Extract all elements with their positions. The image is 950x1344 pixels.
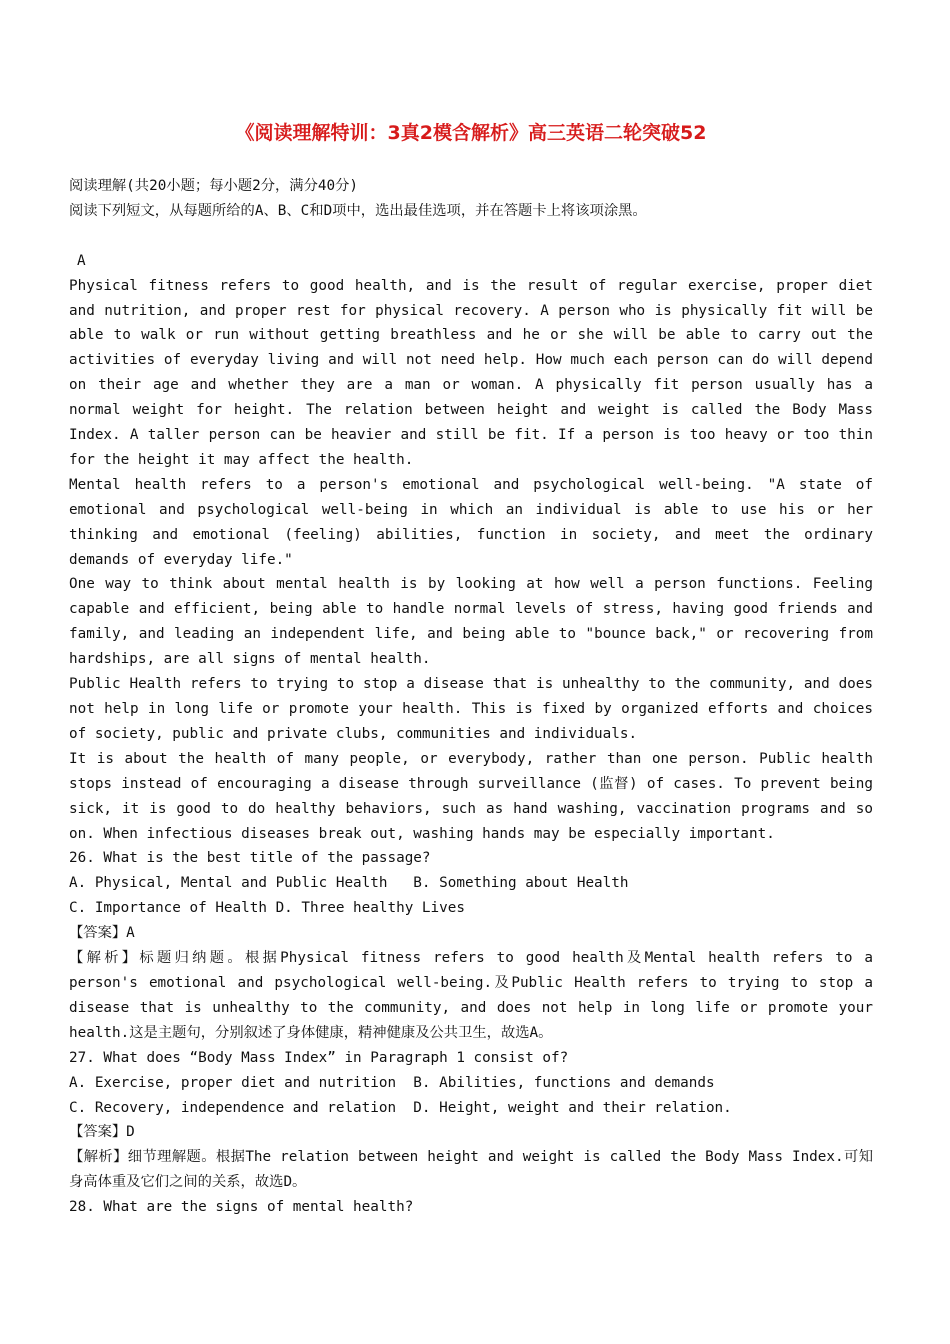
question-27 [69,1046,873,1195]
passage-paragraph: Mental health refers to a person's emotional and psychological well-being. "A state of emotional and psychological well-being in which an individual is able to use his or her thinking and emotional (feeling) abilities, function in society, and meet the ordinary demands of everyday life." [69,476,873,568]
question-options: C. Recovery, independence and relation D. Height, weight and their relation. [69,1099,732,1116]
instructions-line: 阅读理解(共20小题；每小题2分，满分40分) [69,178,359,194]
passage-paragraph: It is about the health of many people, or everybody, rather than one person. Public health stops instead of encouraging a disease through surveillance (监督) of cases. To prevent being sick, it is good to do healthy behaviors, such as hand washing, vaccination programs and so on. When infectious diseases break out, washing hands may be especially important. [69,750,873,842]
question-analysis: 【解析】标题归纳题。根据Physical fitness refers to good health及Mental health refers to a person's emotional and psychological well-being.及Public Health refers to trying to stop a disease that is unhealthy to the community, and does not help in long life or promote your health.这是主题句，分别叙述了身体健康，精神健康及公共卫生，故选A。 [69,950,873,1041]
question-analysis: 【解析】细节理解题。根据The relation between height and weight is called the Body Mass Index.可知身高体重及它们之间的关系，故选D。 [69,1149,873,1191]
question-options: A. Physical, Mental and Public Health B. Something about Health [69,875,629,892]
question-26 [69,846,873,1045]
question-options: C. Importance of Health D. Three healthy Lives [69,900,465,917]
section-label: A [77,252,86,269]
question-stem: 27. What does “Body Mass Index” in Paragraph 1 consist of? [69,1049,569,1066]
passage-paragraph: One way to think about mental health is by looking at how well a person functions. Feeling capable and efficient, being able to handle normal levels of stress, having good friends and family, and leading an independent life, and being able to "bounce back," or recovering from hardships, are all signs of mental health. [69,576,873,668]
question-stem: 28. What are the signs of mental health? [69,1199,414,1216]
instructions-line: 阅读下列短文，从每题所给的A、B、C和D项中，选出最佳选项，并在答题卡上将该项涂黑。 [69,202,647,219]
question-stem: 26. What is the best title of the passage? [69,850,431,867]
question-28 [69,1195,873,1220]
question-answer: 【答案】D [69,1124,135,1141]
passage [69,274,873,847]
question-answer: 【答案】A [69,925,135,942]
passage-paragraph: Physical fitness refers to good health, and is the result of regular exercise, proper diet and nutrition, and proper rest for physical recovery. A person who is physically fit will be able to walk or run without getting breathless and he or she will be able to carry out the activities of everyday living and will not need help. How much each person can do will depend on their age and whether they are a man or woman. A physically fit person usually has a normal weight for height. The relation between height and weight is called the Body Mass Index. A taller person can be heavier and still be fit. If a person is too heavy or too thin for the height it may affect the health. [69,277,873,468]
document-page [69,118,873,1220]
instructions [69,174,873,224]
passage-paragraph: Public Health refers to trying to stop a disease that is unhealthy to the community, and does not help in long life or promote your health. This is fixed by organized efforts and choices of society, public and private clubs, communities and individuals. [69,676,873,742]
document-title: 《阅读理解特训：3真2模含解析》高三英语二轮突破52 [235,122,707,144]
question-options: A. Exercise, proper diet and nutrition B. Abilities, functions and demands [69,1074,715,1091]
